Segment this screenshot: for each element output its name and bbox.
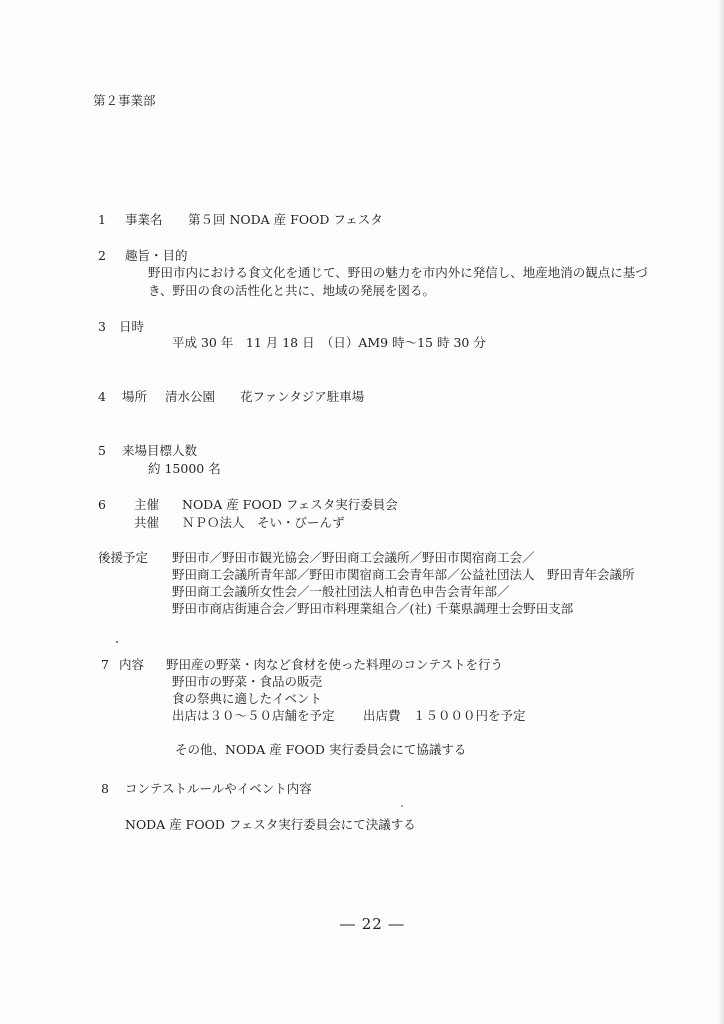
scan-speck — [116, 641, 118, 643]
item7-line4b: 出店費 １５０００円を予定 — [363, 708, 526, 723]
item7-label: 内容 — [119, 657, 145, 672]
item5-label: 来場目標人数 — [122, 443, 198, 458]
item2-line1: 野田市内における食文化を通じて、野田の魅力を市内外に発信し、地産地消の観点に基づ — [148, 265, 648, 280]
item1-label: 事業名 — [125, 212, 163, 227]
item8-label: コンテストルールやイベント内容 — [125, 781, 312, 796]
item7-line2: 野田市の野菜・食品の販売 — [172, 674, 323, 689]
item8-value: NODA 産 FOOD フェスタ実行委員会にて決議する — [125, 817, 416, 832]
item6-cohost-label: 共催 — [134, 515, 160, 530]
page-edge-shadow — [718, 0, 724, 1024]
item4-label: 場所 — [122, 389, 148, 404]
item6-host-value: NODA 産 FOOD フェスタ実行委員会 — [182, 497, 398, 512]
item3-value: 平成 30 年 11 月 18 日 （日）AM9 時～15 時 30 分 — [172, 335, 486, 350]
item1-value: 第５回 NODA 産 FOOD フェスタ — [188, 212, 383, 227]
item6-cohost-value: ＮＰＯ法人 そい・びーんず — [182, 515, 345, 530]
item3-number: 3 — [98, 319, 106, 334]
support-line3: 野田商工会議所女性会／一般社団法人柏青色申告会青年部／ — [172, 584, 510, 599]
item6-number: 6 — [98, 497, 106, 512]
support-line4: 野田市商店街連合会／野田市料理業組合／(社) 千葉県調理士会野田支部 — [172, 601, 574, 616]
support-line1: 野田市／野田市観光協会／野田商工会議所／野田市関宿商工会／ — [172, 550, 535, 565]
item6-host-label: 主催 — [134, 497, 160, 512]
department-heading: 第２事業部 — [93, 93, 156, 108]
item7-number: 7 — [101, 657, 109, 672]
item5-number: 5 — [98, 443, 106, 458]
support-label: 後援予定 — [98, 550, 149, 565]
item7-line4a: 出店は３０～５０店舗を予定 — [172, 708, 335, 723]
support-line2: 野田商工会議所青年部／野田市関宿商工会青年部／公益社団法人 野田青年会議所 — [172, 567, 635, 582]
item4-value: 清水公園 花ファンタジア駐車場 — [165, 389, 365, 404]
item2-number: 2 — [98, 248, 106, 263]
item2-label: 趣旨・目的 — [125, 248, 188, 263]
item8-number: 8 — [101, 781, 109, 796]
item5-value: 約 15000 名 — [148, 461, 221, 476]
item4-number: 4 — [98, 389, 106, 404]
page-number: ― 22 ― — [340, 915, 405, 933]
item7-line1: 野田産の野菜・肉など食材を使った料理のコンテストを行う — [166, 657, 504, 672]
item7-line3: 食の祭典に適したイベント — [172, 691, 323, 706]
item1-number: 1 — [98, 212, 106, 227]
item2-line2: き、野田の食の活性化と共に、地域の発展を図る。 — [148, 283, 436, 298]
item3-label: 日時 — [119, 319, 145, 334]
scan-speck-2 — [401, 805, 403, 807]
item7-line5: その他、NODA 産 FOOD 実行委員会にて協議する — [175, 742, 467, 757]
